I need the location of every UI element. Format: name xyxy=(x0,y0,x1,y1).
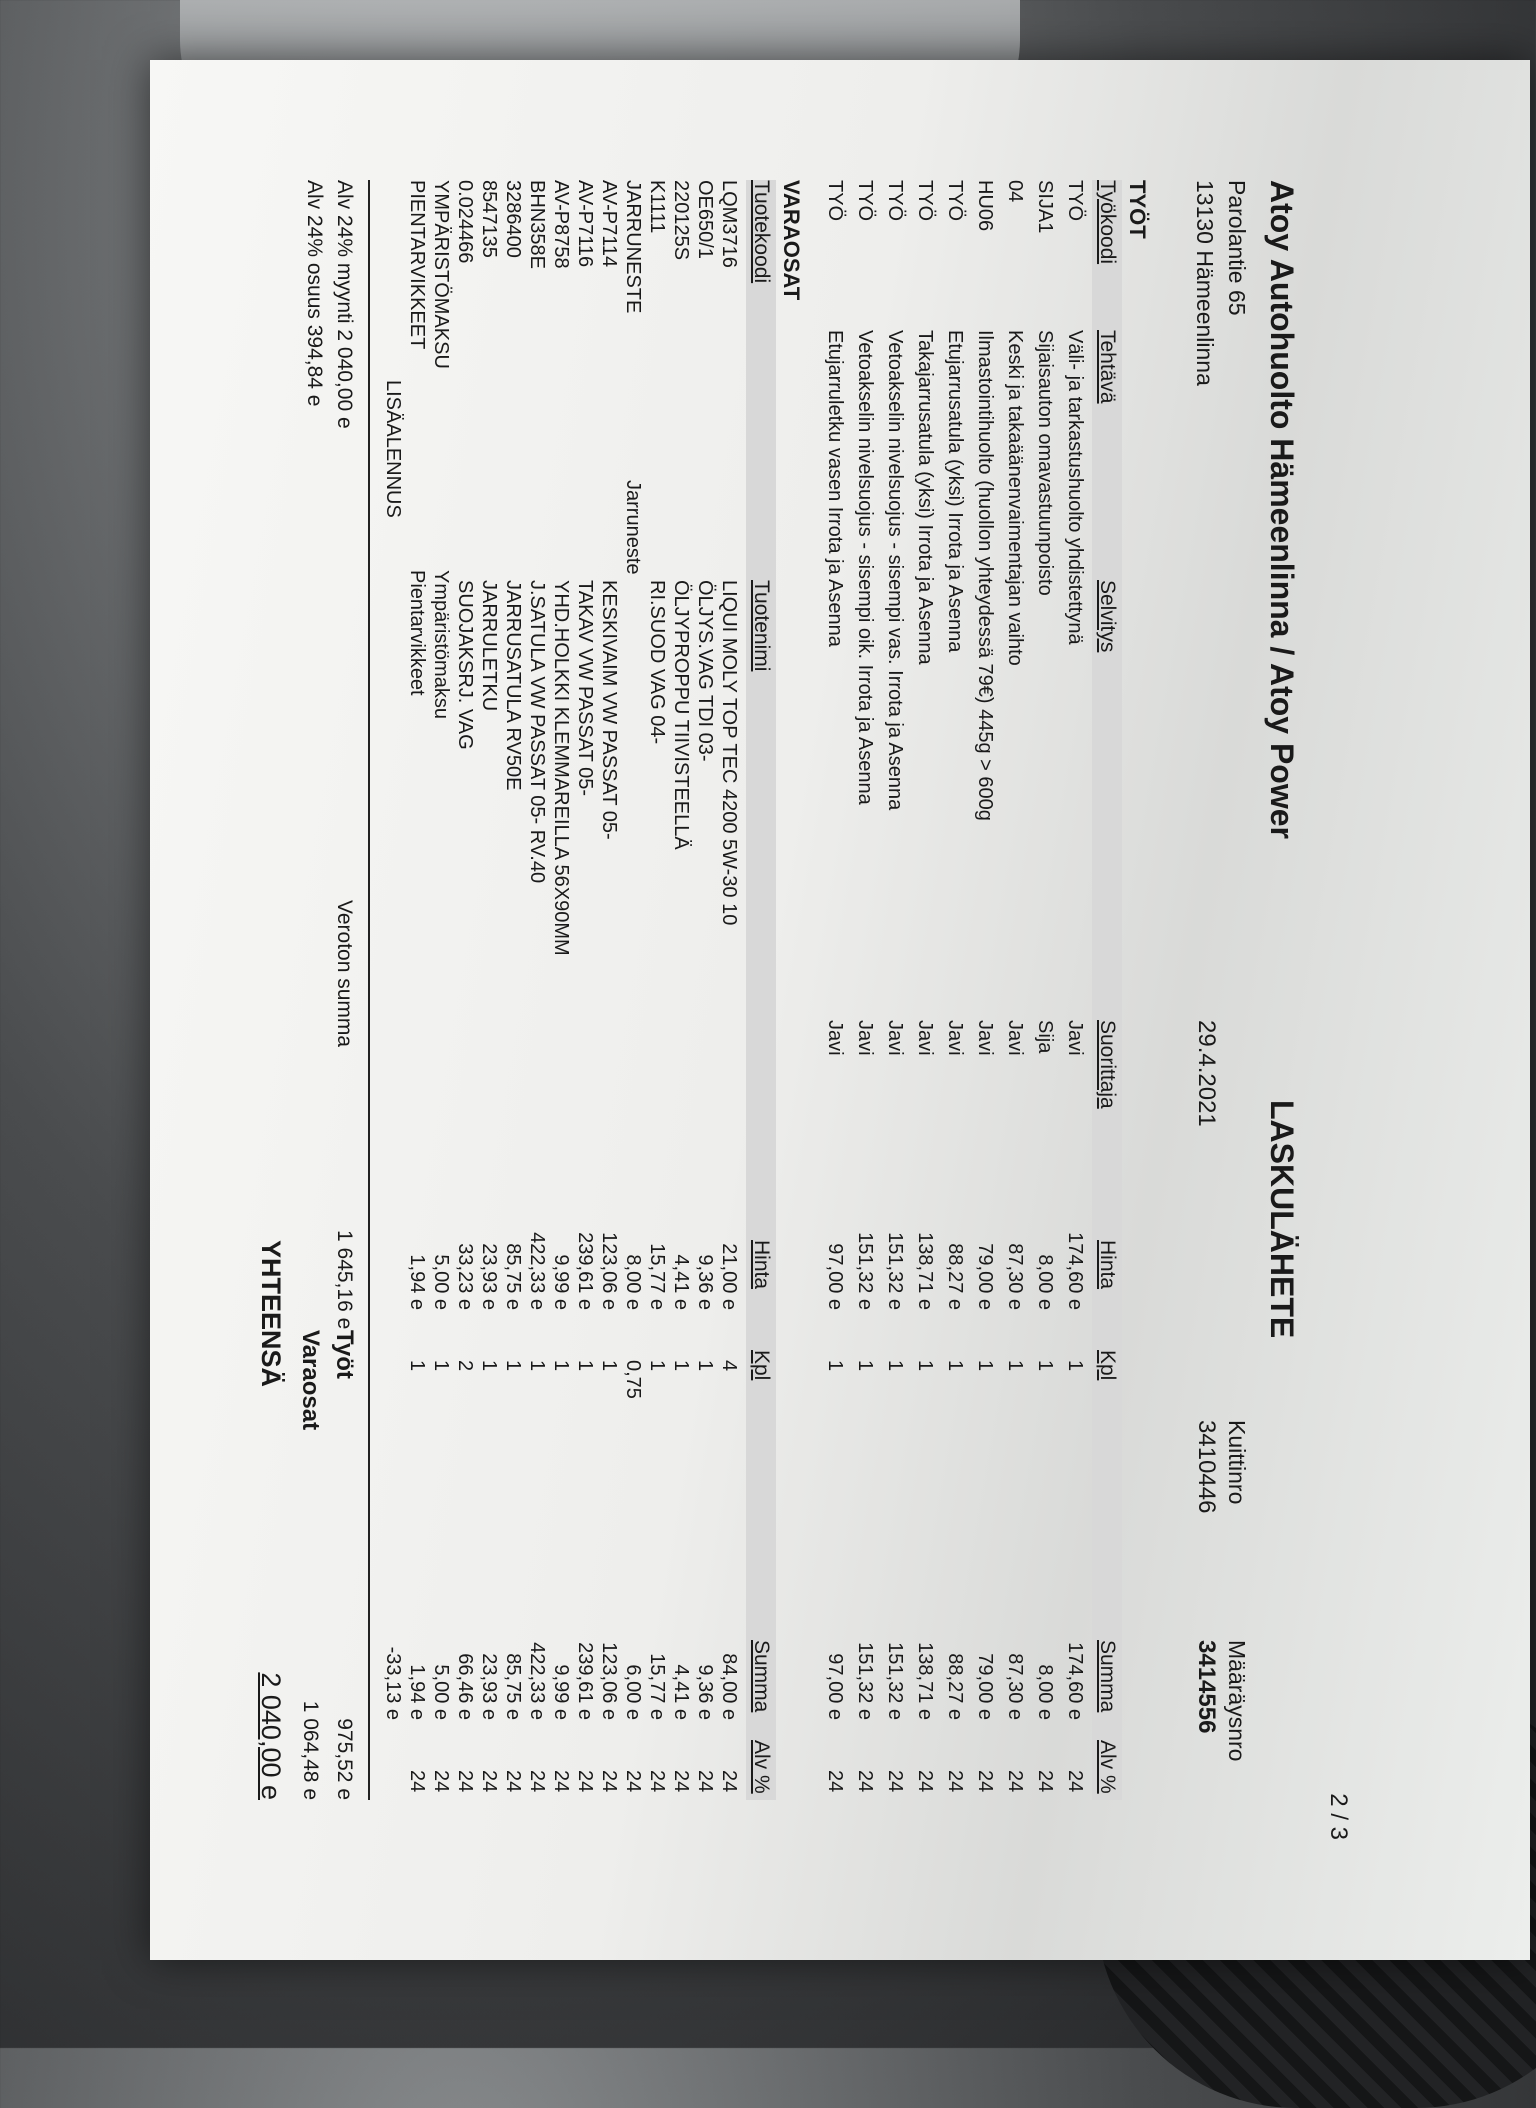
parts-col-name: Tuotenimi xyxy=(750,580,773,672)
parts-row xyxy=(376,180,406,1800)
labor-task: Etujarruletku vasen Irrota ja Asenna xyxy=(824,330,846,647)
labor-price: 97,00 e xyxy=(824,1243,846,1310)
parts-vat: 24 xyxy=(454,1770,476,1793)
parts-vat: 24 xyxy=(670,1770,692,1793)
parts-qty: 1 xyxy=(574,1360,596,1372)
labor-code: TYÖ xyxy=(884,180,906,222)
labor-sum: 79,00 e xyxy=(974,1653,996,1720)
parts-sum: 4,41 e xyxy=(670,1664,692,1720)
parts-code: K1111 xyxy=(646,180,668,234)
labor-code: TYÖ xyxy=(1064,180,1086,222)
labor-total-value: 975,52 e xyxy=(333,1718,356,1800)
labor-qty: 1 xyxy=(1004,1360,1026,1372)
parts-vat: 24 xyxy=(646,1770,668,1793)
order-number-label: Määräysnro xyxy=(1224,1640,1250,1762)
parts-sum: 23,93 e xyxy=(478,1653,500,1720)
parts-name: LISÄALENNUS xyxy=(382,380,404,518)
parts-qty: 1 xyxy=(670,1360,692,1372)
labor-col-desc: Selvitys xyxy=(1096,580,1119,653)
parts-code: BHN358E xyxy=(526,180,548,269)
labor-performer: Javi xyxy=(824,1020,846,1056)
labor-qty: 1 xyxy=(1034,1360,1056,1372)
grand-total-label: YHTEENSÄ xyxy=(256,1240,286,1388)
parts-table-header xyxy=(746,180,776,1800)
parts-name: JARRULETKU xyxy=(478,580,500,712)
labor-qty: 1 xyxy=(914,1360,936,1372)
labor-col-price: Hinta xyxy=(1096,1240,1119,1290)
parts-price: 21,00 e xyxy=(718,1243,740,1310)
receipt-number: 3410446 xyxy=(1193,1420,1220,1514)
labor-performer: Javi xyxy=(1004,1020,1026,1056)
labor-qty: 1 xyxy=(854,1360,876,1372)
parts-vat: 24 xyxy=(406,1770,428,1793)
labor-qty: 1 xyxy=(974,1360,996,1372)
parts-qty: 1 xyxy=(526,1360,548,1372)
parts-sum: 6,00 e xyxy=(622,1664,644,1720)
labor-vat: 24 xyxy=(1064,1770,1086,1793)
parts-sum: 15,77 e xyxy=(646,1653,668,1720)
parts-code: 8547135 xyxy=(478,180,500,258)
parts-code: YMPÄRISTÖMAKSU xyxy=(430,180,452,369)
labor-row xyxy=(1028,180,1058,1800)
labor-code: SIJA1 xyxy=(1034,180,1056,234)
labor-qty: 1 xyxy=(1064,1360,1086,1372)
parts-vat: 24 xyxy=(598,1770,620,1793)
parts-sum: 123,06 e xyxy=(598,1642,620,1720)
address-street: Parolantie 65 xyxy=(1224,180,1250,316)
labor-vat: 24 xyxy=(854,1770,876,1793)
invoice-date: 29.4.2021 xyxy=(1193,1020,1220,1127)
parts-sum: 9,99 e xyxy=(550,1664,572,1720)
labor-qty: 1 xyxy=(944,1360,966,1372)
labor-col-by: Suorittaja xyxy=(1096,1020,1119,1109)
labor-code: HU06 xyxy=(974,180,996,232)
parts-sum: 84,00 e xyxy=(718,1653,740,1720)
labor-price: 138,71 e xyxy=(914,1232,936,1310)
parts-price: 9,99 e xyxy=(550,1254,572,1310)
labor-row xyxy=(878,180,908,1800)
parts-sum: 66,46 e xyxy=(454,1653,476,1720)
labor-vat: 24 xyxy=(914,1770,936,1793)
parts-qty: 4 xyxy=(718,1360,740,1372)
labor-performer: Javi xyxy=(944,1020,966,1056)
parts-vat: 24 xyxy=(574,1770,596,1793)
parts-total-label: Varaosat xyxy=(297,1330,324,1431)
company-name: Atoy Autohuolto Hämeenlinna / Atoy Power xyxy=(1264,180,1300,839)
labor-code: TYÖ xyxy=(824,180,846,222)
labor-code: TYÖ xyxy=(944,180,966,222)
parts-name: LIQUI MOLY TOP TEC 4200 5W-30 10 xyxy=(718,580,740,926)
parts-sum: 9,36 e xyxy=(694,1664,716,1720)
parts-qty: 1 xyxy=(598,1360,620,1372)
parts-col-price: Hinta xyxy=(750,1240,773,1290)
parts-qty: 1 xyxy=(502,1360,524,1372)
labor-sum: 8,00 e xyxy=(1034,1664,1056,1720)
labor-task: Väli- ja tarkastushuolto yhdistettynä xyxy=(1064,330,1086,645)
parts-price: 8,00 e xyxy=(622,1254,644,1310)
labor-total-label: Työt xyxy=(331,1330,358,1379)
labor-code: TYÖ xyxy=(854,180,876,222)
labor-task: Vetoakselin nivelsuojus - sisempi vas. Irrota ja Asenna xyxy=(884,330,906,811)
labor-performer: Javi xyxy=(854,1020,876,1056)
parts-price: 5,00 e xyxy=(430,1254,452,1310)
labor-performer: Sija xyxy=(1034,1020,1056,1054)
labor-price: 151,32 e xyxy=(884,1232,906,1310)
parts-name: Ympäristömaksu xyxy=(430,570,452,719)
labor-vat: 24 xyxy=(824,1770,846,1793)
labor-sum: 151,32 e xyxy=(854,1642,876,1720)
parts-code: AV-P7114 xyxy=(598,180,620,268)
parts-price: 9,36 e xyxy=(694,1254,716,1310)
parts-price: 33,23 e xyxy=(454,1243,476,1310)
labor-task: Vetoakselin nivelsuojus - sisempi oik. Irrota ja Asenna xyxy=(854,330,876,805)
parts-vat: 24 xyxy=(526,1770,548,1793)
parts-price: 1,94 e xyxy=(406,1254,428,1310)
labor-col-sum: Summa xyxy=(1096,1640,1119,1713)
order-number: 3414556 xyxy=(1193,1640,1220,1734)
parts-qty: 2 xyxy=(454,1360,476,1372)
parts-qty: 1 xyxy=(430,1360,452,1372)
receipt-number-label: Kuittinro xyxy=(1224,1420,1250,1505)
parts-name: SUOJAKSRJ. VAG xyxy=(454,580,476,750)
labor-sum: 138,71 e xyxy=(914,1642,936,1720)
invoice-sheet xyxy=(250,140,1370,1860)
labor-code: 04 xyxy=(1004,180,1026,203)
parts-price: 239,61 e xyxy=(574,1232,596,1310)
parts-code: JARRUNESTE xyxy=(622,180,644,314)
labor-vat: 24 xyxy=(944,1770,966,1793)
labor-price: 79,00 e xyxy=(974,1243,996,1310)
totals-divider xyxy=(368,180,370,1800)
parts-price: 23,93 e xyxy=(478,1243,500,1310)
labor-task: Sijaisauton omavastuunpoisto xyxy=(1034,330,1056,596)
labor-performer: Javi xyxy=(884,1020,906,1056)
parts-qty: 1 xyxy=(406,1360,428,1372)
labor-qty: 1 xyxy=(824,1360,846,1372)
parts-vat: 24 xyxy=(478,1770,500,1793)
labor-col-qty: Kpl xyxy=(1096,1350,1119,1381)
parts-sum: 239,61 e xyxy=(574,1642,596,1720)
parts-name: ÖLJYS.VAG TDI 03- xyxy=(694,580,716,762)
parts-total-value: 1 064,48 e xyxy=(299,1700,322,1800)
labor-price: 151,32 e xyxy=(854,1232,876,1310)
parts-qty: 1 xyxy=(694,1360,716,1372)
address-city: 13130 Hämeenlinna xyxy=(1192,180,1218,386)
parts-sum: -33,13 e xyxy=(382,1646,404,1720)
parts-code: AV-P7116 xyxy=(574,180,596,268)
receipt-paper xyxy=(150,60,1530,1960)
vat-sales: Alv 24% myynti 2 040,00 e xyxy=(333,180,356,429)
labor-task: Takajarrusatula (yksi) Irrota ja Asenna xyxy=(914,330,936,665)
document-type: LASKULÄHETE xyxy=(1264,1100,1300,1339)
parts-col-vat: Alv % xyxy=(750,1740,773,1794)
parts-price: 422,33 e xyxy=(526,1232,548,1310)
labor-vat: 24 xyxy=(974,1770,996,1793)
labor-col-task: Tehtävä xyxy=(1096,330,1119,404)
net-total-label: Veroton summa xyxy=(333,900,356,1048)
labor-row xyxy=(818,180,848,1800)
net-total-value: 1 645,16 e xyxy=(333,1230,356,1330)
labor-task: Ilmastointihuolto (huollon yhteydessä 79€) 445g > 600g xyxy=(974,330,996,821)
parts-col-code: Tuotekoodi xyxy=(750,180,773,284)
parts-code: OE650/1 xyxy=(694,180,716,259)
labor-task: Etujarrusatula (yksi) Irrota ja Asenna xyxy=(944,330,966,653)
parts-name: TAKAV VW PASSAT 05- xyxy=(574,580,596,796)
labor-sum: 87,30 e xyxy=(1004,1653,1026,1720)
labor-qty: 1 xyxy=(884,1360,906,1372)
labor-row xyxy=(968,180,998,1800)
parts-name: JARRUSATULA RV50E xyxy=(502,580,524,791)
labor-sum: 174,60 e xyxy=(1064,1642,1086,1720)
labor-table-header xyxy=(1092,180,1122,1800)
labor-sum: 97,00 e xyxy=(824,1653,846,1720)
labor-row xyxy=(998,180,1028,1800)
parts-name: RI.SUOD VAG 04- xyxy=(646,580,668,745)
labor-row xyxy=(848,180,878,1800)
labor-price: 87,30 e xyxy=(1004,1243,1026,1310)
labor-row xyxy=(908,180,938,1800)
labor-performer: Javi xyxy=(914,1020,936,1056)
parts-qty: 0,75 xyxy=(622,1360,644,1399)
labor-performer: Javi xyxy=(1064,1020,1086,1056)
parts-code: LQM3716 xyxy=(718,180,740,268)
parts-col-qty: Kpl xyxy=(750,1350,773,1381)
parts-section-title: VARAOSAT xyxy=(779,180,804,301)
labor-vat: 24 xyxy=(884,1770,906,1793)
parts-name: ÖLJYPROPPU TIIVISTEELLÄ xyxy=(670,580,692,850)
parts-code: 220125S xyxy=(670,180,692,261)
labor-row xyxy=(1058,180,1088,1800)
parts-code: 3286400 xyxy=(502,180,524,258)
parts-name: J.SATULA VW PASSAT 05- RV.40 xyxy=(526,580,548,884)
labor-section-title: TYÖT xyxy=(1125,180,1150,239)
parts-name: KESKIVAIM VW PASSAT 05- xyxy=(598,580,620,840)
parts-vat: 24 xyxy=(550,1770,572,1793)
parts-qty: 1 xyxy=(646,1360,668,1372)
parts-vat: 24 xyxy=(694,1770,716,1793)
parts-code: PIENTARVIKKEET xyxy=(406,180,428,350)
labor-col-code: Työkoodi xyxy=(1096,180,1119,265)
parts-name: Jarruneste xyxy=(622,480,644,575)
labor-code: TYÖ xyxy=(914,180,936,222)
vat-share: Alv 24% osuus 394,84 e xyxy=(303,180,326,407)
grand-total-value: 2 040,00 e xyxy=(256,1672,286,1800)
parts-sum: 5,00 e xyxy=(430,1664,452,1720)
parts-qty: 1 xyxy=(550,1360,572,1372)
parts-vat: 24 xyxy=(622,1770,644,1793)
parts-vat: 24 xyxy=(718,1770,740,1793)
parts-price: 15,77 e xyxy=(646,1243,668,1310)
parts-vat: 24 xyxy=(502,1770,524,1793)
parts-code: AV-P8758 xyxy=(550,180,572,269)
parts-sum: 85,75 e xyxy=(502,1653,524,1720)
parts-sum: 1,94 e xyxy=(406,1664,428,1720)
parts-code: 0.024466 xyxy=(454,180,476,264)
page-number: 2 / 3 xyxy=(1325,1793,1352,1840)
labor-vat: 24 xyxy=(1004,1770,1026,1793)
parts-sum: 422,33 e xyxy=(526,1642,548,1720)
labor-vat: 24 xyxy=(1034,1770,1056,1793)
labor-price: 88,27 e xyxy=(944,1243,966,1310)
parts-price: 4,41 e xyxy=(670,1254,692,1310)
labor-price: 8,00 e xyxy=(1034,1254,1056,1310)
labor-sum: 88,27 e xyxy=(944,1653,966,1720)
labor-sum: 151,32 e xyxy=(884,1642,906,1720)
parts-vat: 24 xyxy=(430,1770,452,1793)
parts-price: 85,75 e xyxy=(502,1243,524,1310)
parts-name: Pientarvikkeet xyxy=(406,570,428,696)
parts-qty: 1 xyxy=(478,1360,500,1372)
labor-task: Keski ja takaäänenvaimentajan vaihto xyxy=(1004,330,1026,666)
labor-performer: Javi xyxy=(974,1020,996,1056)
labor-row xyxy=(938,180,968,1800)
parts-name: YHD.HOLKKI KLEMMAREILLA 56X90MM xyxy=(550,580,572,956)
labor-col-vat: Alv % xyxy=(1096,1740,1119,1794)
parts-price: 123,06 e xyxy=(598,1232,620,1310)
labor-price: 174,60 e xyxy=(1064,1232,1086,1310)
parts-col-sum: Summa xyxy=(750,1640,773,1713)
